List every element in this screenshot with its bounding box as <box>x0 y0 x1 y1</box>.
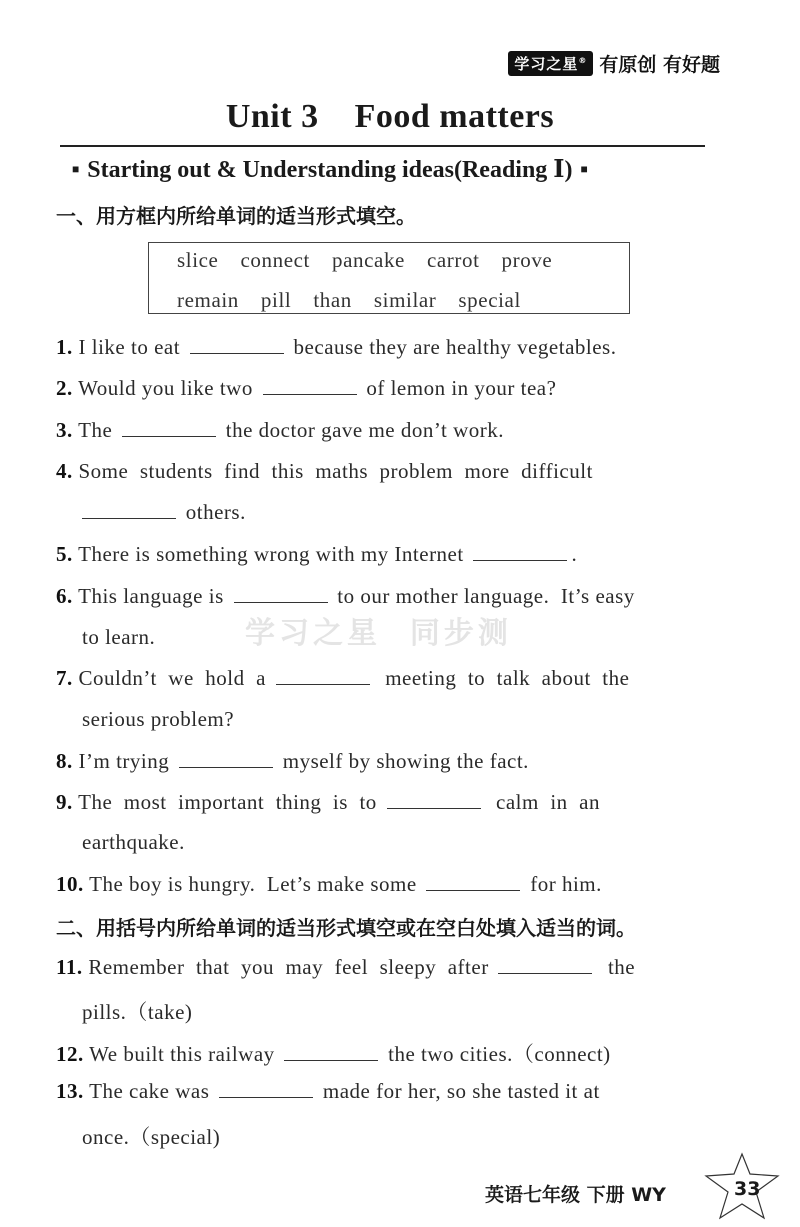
answer-blank[interactable] <box>190 335 284 354</box>
word-item: connect <box>240 248 310 272</box>
word-item: special <box>458 288 521 312</box>
answer-blank[interactable] <box>387 790 481 809</box>
answer-blank[interactable] <box>284 1042 378 1061</box>
part1-heading: 一、用方框内所给单词的适当形式填空。 <box>56 204 416 228</box>
question-13-continued: once.（special) <box>82 1125 221 1149</box>
answer-blank[interactable] <box>276 666 370 685</box>
answer-blank[interactable] <box>426 872 520 891</box>
question-12: 12. We built this railway the two cities.（connect) <box>56 1042 611 1066</box>
part2-heading: 二、用括号内所给单词的适当形式填空或在空白处填入适当的词。 <box>56 916 636 940</box>
question-8: 8. I’m trying myself by showing the fact. <box>56 749 529 773</box>
question-3: 3. The the doctor gave me don’t work. <box>56 418 504 442</box>
section-title <box>72 154 588 184</box>
word-row-2 <box>177 288 543 313</box>
word-item: pancake <box>331 248 405 272</box>
answer-blank[interactable] <box>179 749 273 768</box>
answer-blank[interactable] <box>82 500 176 519</box>
question-13: 13. The cake was made for her, so she tasted it at <box>56 1079 600 1103</box>
word-item: carrot <box>426 248 480 272</box>
question-10: 10. The boy is hungry. Let’s make some for him. <box>56 872 602 896</box>
word-item: prove <box>501 248 553 272</box>
word-item: slice <box>177 248 219 272</box>
question-4: 4. Some students find this maths problem more difficult <box>56 459 593 483</box>
brand-header <box>508 50 720 77</box>
section-title-text: Starting out & Understanding ideas(Reading Ⅰ) <box>87 157 573 183</box>
question-1: 1. I like to eat because they are healthy vegetables. <box>56 335 617 359</box>
brand-slogan: 有原创 有好题 <box>599 54 720 76</box>
question-6: 6. This language is to our mother language. It’s easy <box>56 584 635 608</box>
answer-blank[interactable] <box>122 418 216 437</box>
question-9: 9. The most important thing is to calm in an <box>56 790 600 814</box>
question-11-continued: pills.（take) <box>82 1000 193 1024</box>
answer-blank[interactable] <box>498 955 592 974</box>
question-9-continued: earthquake. <box>82 830 185 854</box>
word-item: remain <box>177 288 239 312</box>
word-item: similar <box>373 288 437 312</box>
answer-blank[interactable] <box>263 376 357 395</box>
word-row-1 <box>177 248 574 273</box>
section-marker-left: ■ <box>72 162 80 176</box>
question-6-continued: to learn. <box>82 625 156 649</box>
question-7-continued: serious problem? <box>82 707 235 731</box>
question-2: 2. Would you like two of lemon in your tea? <box>56 376 557 400</box>
answer-blank[interactable] <box>234 584 328 603</box>
unit-title: Unit 3 Food matters <box>225 98 555 135</box>
title-divider <box>60 145 705 147</box>
question-7: 7. Couldn’t we hold a meeting to talk about the <box>56 666 630 690</box>
answer-blank[interactable] <box>473 542 567 561</box>
question-5: 5. There is something wrong with my Internet . <box>56 542 578 566</box>
watermark: 学习之星 同步测 <box>245 616 512 651</box>
page-number: 33 <box>734 1178 761 1200</box>
word-box <box>148 242 630 314</box>
word-item: than <box>313 288 352 312</box>
section-marker-right: ■ <box>580 162 588 176</box>
word-item: pill <box>260 288 292 312</box>
book-info: 英语七年级 下册 WY <box>485 1184 666 1206</box>
question-11: 11. Remember that you may feel sleepy after the <box>56 955 636 979</box>
question-4-continued: others. <box>82 500 246 525</box>
answer-blank[interactable] <box>219 1079 313 1098</box>
brand-logo: 学习之星® <box>508 51 593 76</box>
